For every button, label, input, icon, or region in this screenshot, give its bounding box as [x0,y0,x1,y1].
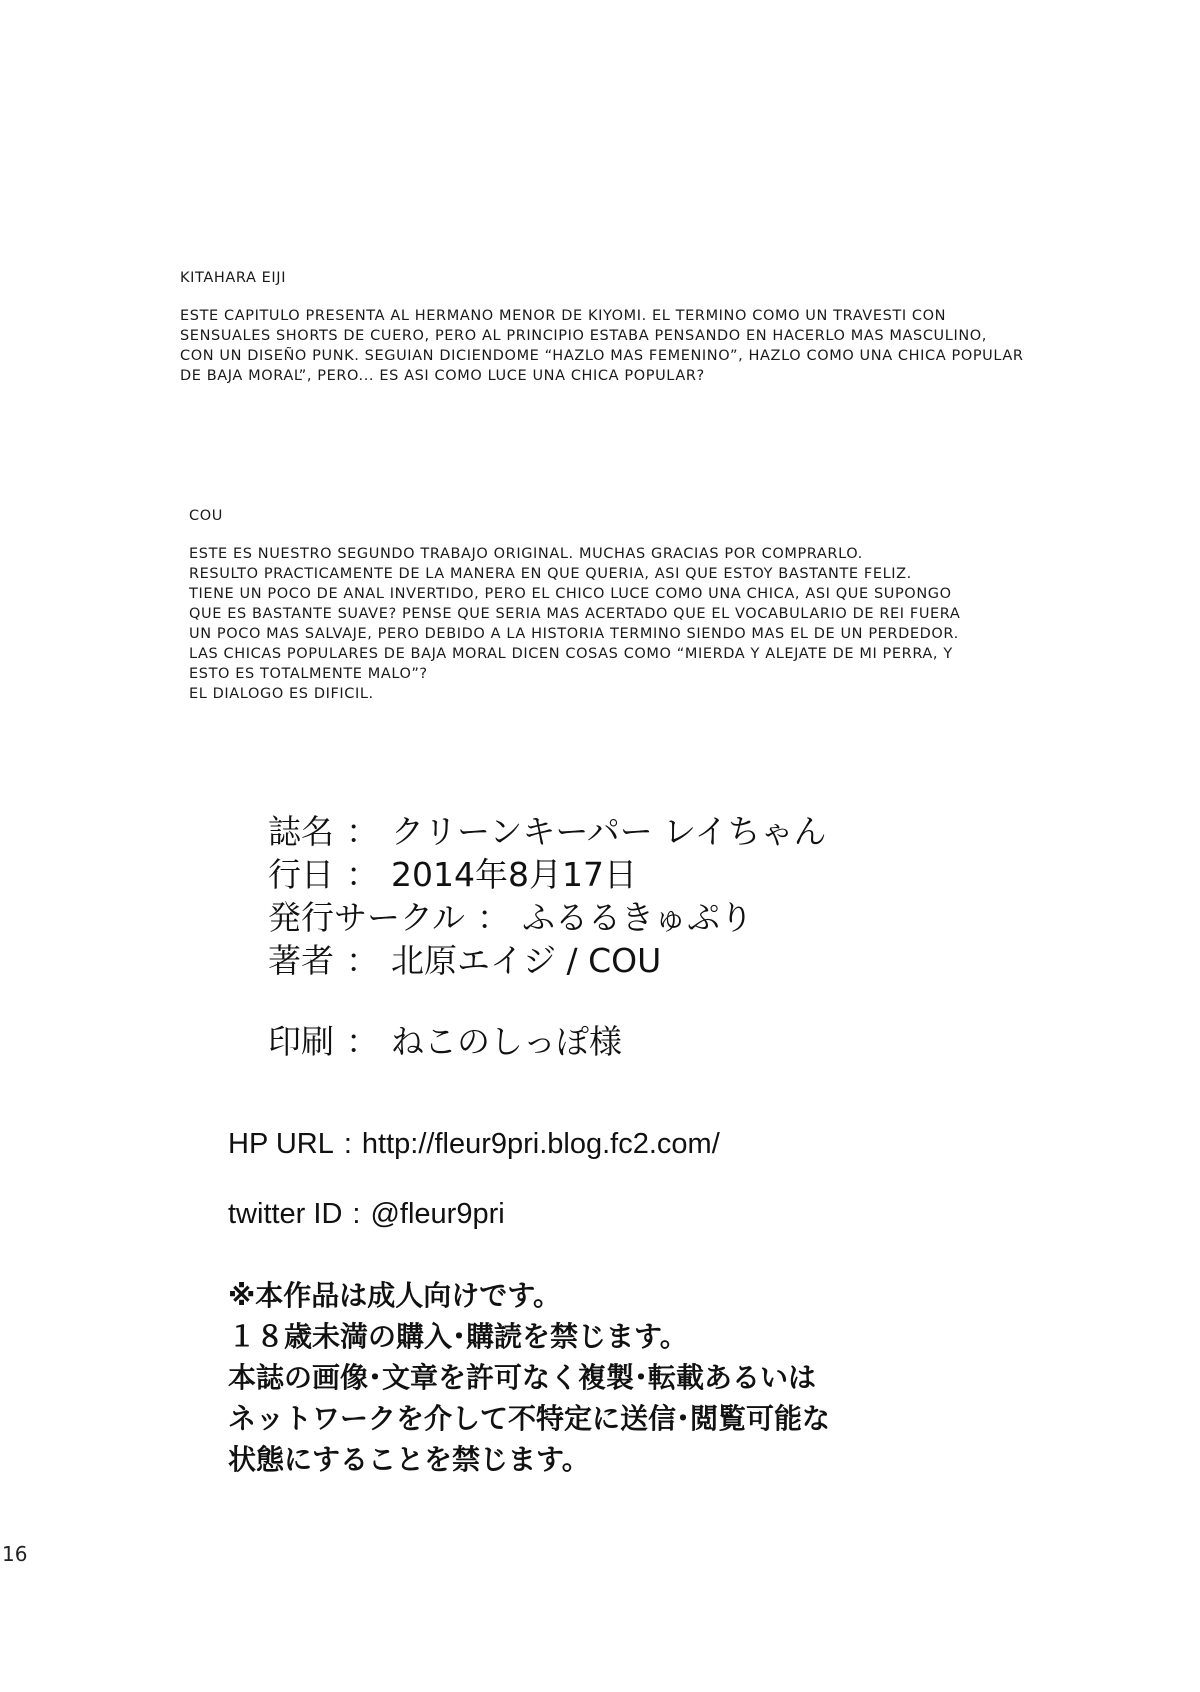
author-note-line: TIENE UN POCO DE ANAL INVERTIDO, PERO EL CHICO LUCE COMO UNA CHICA, ASI QUE SUPONGO [189,586,952,602]
warning-line: ネットワークを介して不特定に送信･閲覧可能な [228,1402,831,1435]
colophon-printer-value: ねこのしっぽ様 [391,1022,622,1061]
colophon-date-row [268,853,827,896]
warning-line: ※本作品は成人向けです。 [228,1279,561,1312]
colophon-authors-value: 北原エイジ / COU [391,941,662,980]
author-note-line: ESTE ES NUESTRO SEGUNDO TRABAJO ORIGINAL. MUCHAS GRACIAS POR COMPRARLO. [189,546,863,562]
twitter-handle: @fleur9pri [370,1198,505,1230]
author-note-line: LAS CHICAS POPULARES DE BAJA MORAL DICEN COSAS COMO “MIERDA Y ALEJATE DE MI PERRA, Y [189,646,953,662]
colophon-label: 印刷 [268,1022,334,1061]
author-note-name: KITAHARA EIJI [180,270,287,286]
author-note-name: COU [189,508,223,524]
colophon-separator: ： [346,1022,379,1061]
contact-separator: : [352,1198,361,1230]
author-note-line: RESULTO PRACTICAMENTE DE LA MANERA EN QUE QUERIA, ASI QUE ESTOY BASTANTE FELIZ. [189,566,912,582]
colophon [268,810,827,1063]
twitter-line [228,1198,505,1231]
author-note-line: QUE ES BASTANTE SUAVE? PENSE QUE SERIA MAS ACERTADO QUE EL VOCABULARIO DE REI FUERA [189,606,961,622]
homepage-label: HP URL [228,1128,334,1160]
colophon-date-value: 2014年8月17日 [391,855,637,894]
colophon-label: 著者 [268,941,334,980]
page-number: 16 [2,1542,28,1566]
colophon-separator: ： [346,812,379,851]
adult-content-warning [228,1275,830,1480]
colophon-circle-value: ふるるきゅぷり [522,898,754,937]
colophon-separator: ： [346,855,379,894]
colophon-printer-row [268,1020,827,1063]
colophon-separator: ： [477,898,511,937]
colophon-label: 誌名 [268,812,334,851]
author-note-cou [189,506,960,704]
contact-separator: : [343,1128,352,1160]
author-note-line: DE BAJA MORAL”, PERO... ES ASI COMO LUCE UNA CHICA POPULAR? [180,368,705,384]
colophon-authors-row [268,939,827,982]
colophon-title-row [268,810,827,853]
author-note-line: EL DIALOGO ES DIFICIL. [189,686,374,702]
homepage-url: http://fleur9pri.blog.fc2.com/ [361,1128,720,1160]
author-note-line: UN POCO MAS SALVAJE, PERO DEBIDO A LA HISTORIA TERMINO SIENDO MAS EL DE UN PERDEDOR. [189,626,959,642]
author-note-line: SENSUALES SHORTS DE CUERO, PERO AL PRINCIPIO ESTABA PENSANDO EN HACERLO MAS MASCULINO, [180,328,987,344]
homepage-line [228,1128,720,1161]
author-note-line: ESTE CAPITULO PRESENTA AL HERMANO MENOR DE KIYOMI. EL TERMINO COMO UN TRAVESTI CON [180,308,947,324]
warning-line: １８歳未満の購入･購読を禁じます。 [228,1320,688,1353]
colophon-label: 発行サークル [268,898,466,937]
colophon-title-value: クリーンキーパー レイちゃん [391,812,827,851]
warning-line: 本誌の画像･文章を許可なく複製･転載あるいは [228,1361,817,1394]
colophon-separator: ： [346,941,379,980]
author-note-line: CON UN DISEÑO PUNK. SEGUIAN DICIENDOME “HAZLO MAS FEMENINO”, HAZLO COMO UNA CHICA POPULAR [180,348,1024,364]
twitter-label: twitter ID [228,1198,343,1230]
colophon-label: 行日 [268,855,334,894]
author-note-kitahara [180,268,1024,386]
colophon-circle-row [268,896,827,939]
warning-line: 状態にすることを禁じます。 [228,1443,590,1476]
author-note-line: ESTO ES TOTALMENTE MALO”? [189,666,428,682]
